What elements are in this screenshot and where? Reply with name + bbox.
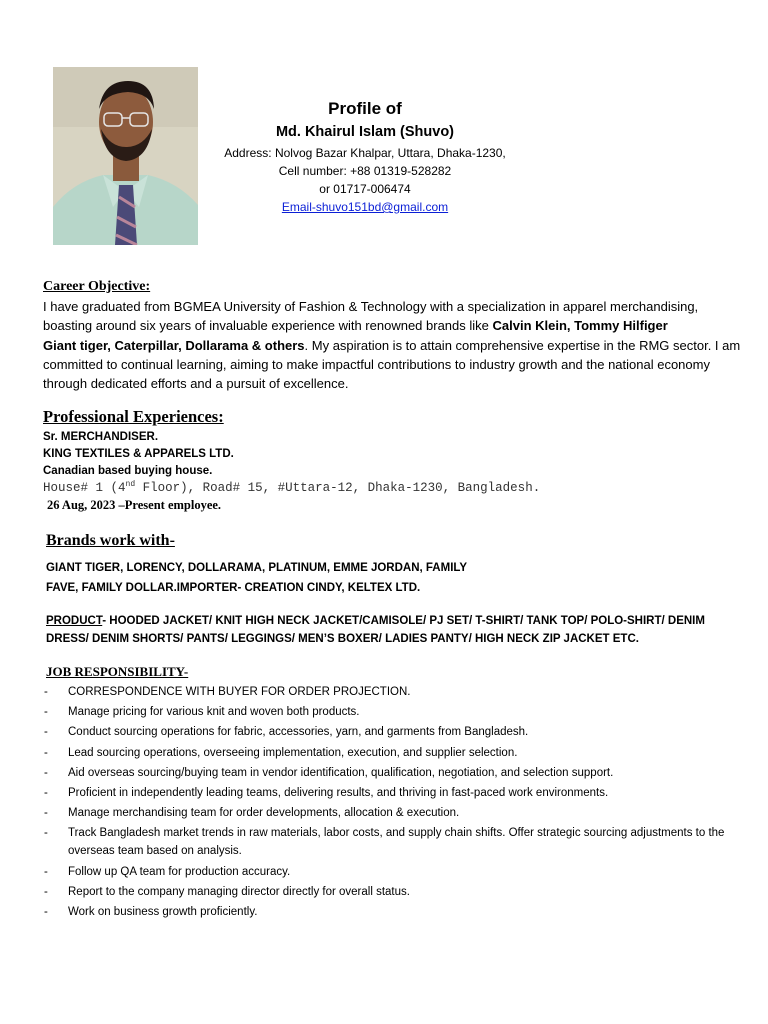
- address-line: Address: Nolvog Bazar Khalpar, Uttara, Dhaka-1230,: [224, 146, 506, 160]
- profile-photo: [53, 67, 198, 245]
- cell-number: Cell number: +88 01319-528282: [278, 164, 452, 178]
- product-label: PRODUCT: [46, 615, 103, 627]
- employment-dates: 26 Aug, 2023 –Present employee.: [47, 498, 222, 512]
- list-item: - Aid overseas sourcing/buying team in vendor identification, qualification, negotiation, and selection support.: [44, 766, 614, 779]
- list-item: - Proficient in independently leading teams, delivering results, and thriving in fast-paced work environments.: [44, 786, 609, 799]
- professional-experiences-heading: Professional Experiences:: [43, 407, 224, 426]
- profile-heading: Profile of: [328, 99, 402, 118]
- brands-highlight-2: Giant tiger, Caterpillar, Dollarama & others: [43, 337, 305, 353]
- list-item: - Lead sourcing operations, overseeing implementation, execution, and supplier selection.: [44, 746, 518, 759]
- experience-entry: [43, 429, 234, 481]
- list-item: - Track Bangladesh market trends in raw materials, labor costs, and supply chain shifts. Offer strategic sourcing adjustments to the overseas team based on analysis.: [44, 827, 725, 858]
- brands-heading: Brands work with-: [46, 532, 175, 549]
- list-item: - Work on business growth proficiently.: [44, 905, 258, 918]
- company-name: KING TEXTILES & APPARELS LTD.: [43, 448, 234, 461]
- alt-cell-number: or 01717-006474: [319, 182, 411, 196]
- career-objective-heading: Career Objective:: [43, 279, 151, 294]
- job-title: Sr. MERCHANDISER.: [43, 431, 159, 443]
- job-responsibility-heading: JOB RESPONSIBILITY-: [46, 664, 189, 679]
- list-item: - Report to the company managing director directly for overall status.: [44, 885, 410, 898]
- profile-header: [205, 98, 525, 216]
- candidate-name: Md. Khairul Islam (Shuvo): [275, 124, 455, 140]
- brands-highlight-1: Calvin Klein, Tommy Hilfiger: [492, 318, 668, 334]
- list-item: - Manage pricing for various knit and woven both products.: [44, 706, 360, 719]
- list-item: - CORRESPONDENCE WITH BUYER FOR ORDER PROJECTION.: [44, 686, 411, 698]
- email-link[interactable]: Email-shuvo151bd@gmail.com: [281, 200, 449, 214]
- company-address: House# 1 (4nd Floor), Road# 15, #Uttara-12, Dhaka-1230, Bangladesh.: [43, 480, 541, 496]
- product-list: PRODUCT- HOODED JACKET/ KNIT HIGH NECK JACKET/CAMISOLE/ PJ SET/ T-SHIRT/ TANK TOP/ POLO-SHIRT/ DENIM DRESS/ DENIM SHORTS/ PANTS/ LEGGINGS/ MEN’S BOXER/ LADIES PANTY/ HIGH NECK ZIP JACKET ETC.: [46, 615, 705, 645]
- list-item: - Follow up QA team for production accuracy.: [44, 865, 291, 878]
- career-objective-text: I have graduated from BGMEA University of Fashion & Technology with a specialization in apparel merchandising, boasting around six years of invaluable experience with renowned brands like Calvin Klein, Tommy Hilfiger Giant tiger, Caterpillar, Dollarama & others. My aspiration is to attain comprehensive expertise in the RMG sector. I am committed to continual learning, aiming to make impactful contributions to industry growth and the national economy through dedicated efforts and a pursuit of excellence.: [43, 299, 741, 392]
- list-item: - Manage merchandising team for order developments, allocation & execution.: [44, 807, 460, 820]
- company-type: Canadian based buying house.: [43, 465, 213, 478]
- job-responsibility-list: [43, 683, 733, 923]
- brands-list: GIANT TIGER, LORENCY, DOLLARAMA, PLATINUM, EMME JORDAN, FAMILY FAVE, FAMILY DOLLAR.IMPORTER- CREATION CINDY, KELTEX LTD.: [46, 562, 468, 594]
- list-item: - Conduct sourcing operations for fabric, accessories, yarn, and garments from Bangladesh.: [44, 726, 529, 739]
